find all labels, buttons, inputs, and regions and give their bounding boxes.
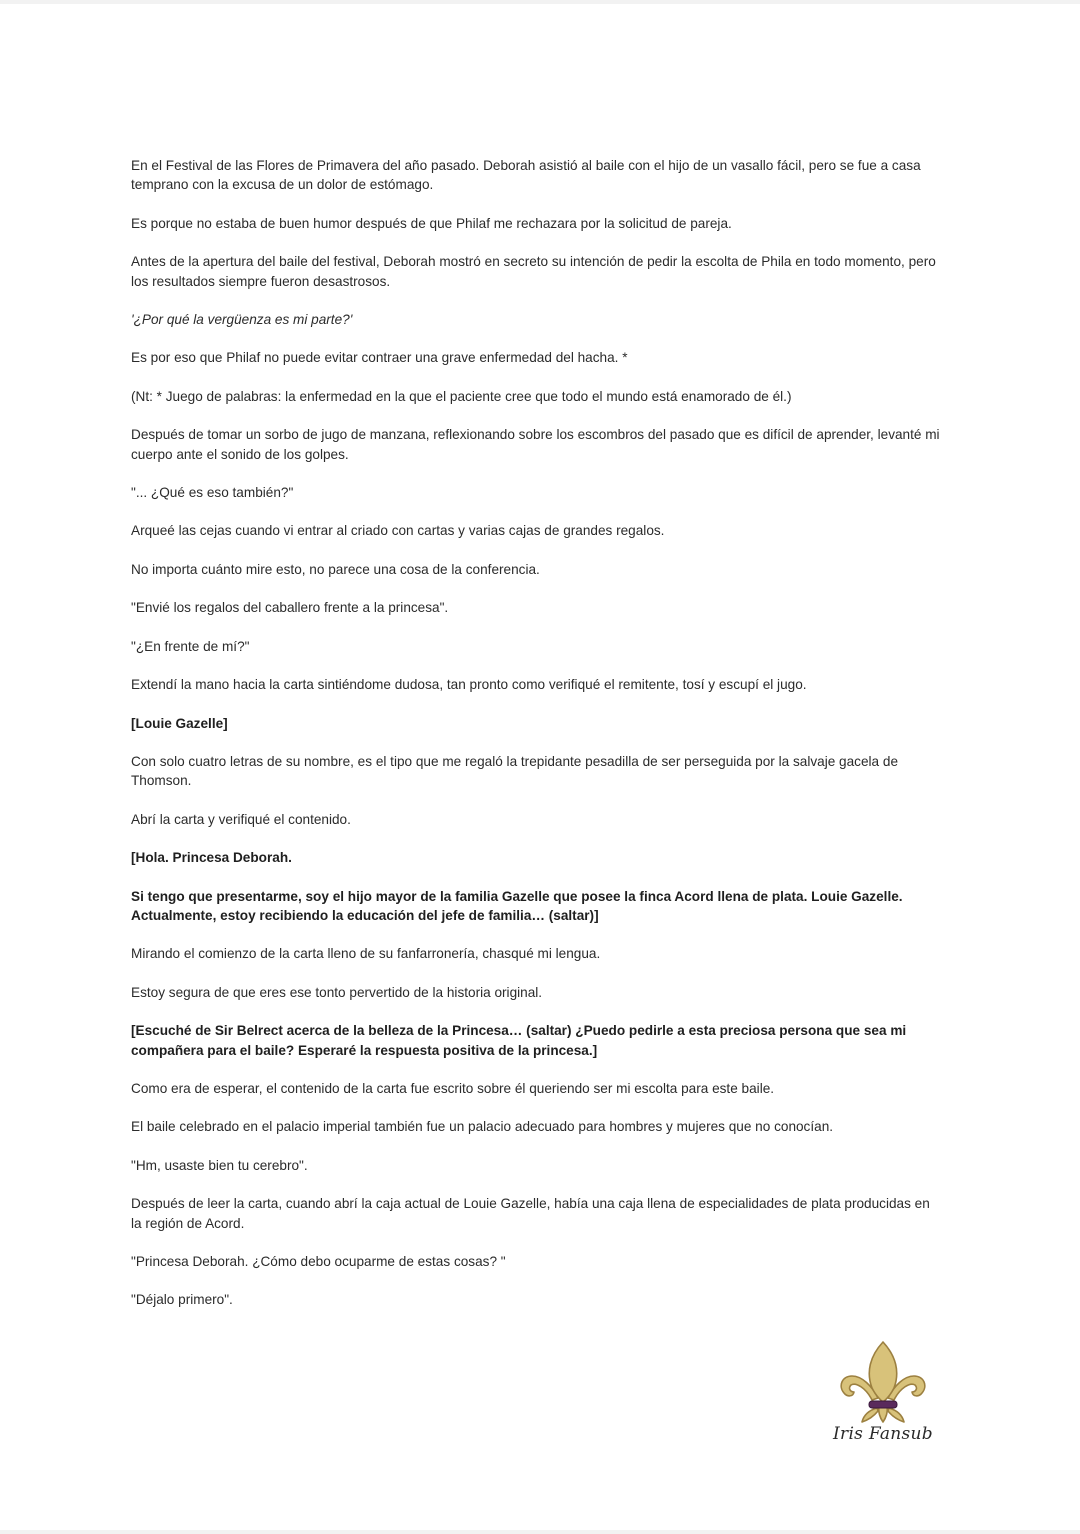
- paragraph: Con solo cuatro letras de su nombre, es el tipo que me regaló la trepidante pesadilla de ser perseguida por la salvaje gacela de Thomson.: [131, 753, 899, 789]
- paragraph: Antes de la apertura del baile del festival, Deborah mostró en secreto su intención de pedir la escolta de Phila en todo momento, pero los resultados siempre fueron desastrosos.: [131, 254, 936, 289]
- paragraph: Después de leer la carta, cuando abrí la caja actual de Louie Gazelle, había una caja llena de especialidades de plata producidas en la región de Acord.: [131, 1196, 930, 1231]
- paragraph: Si tengo que presentarme, soy el hijo mayor de la familia Gazelle que posee la finca Acord llena de plata. Louie Gazelle. Actualmente, estoy recibiendo la educación del jefe de familia… (saltar)]: [131, 888, 903, 923]
- paragraph: (Nt: * Juego de palabras: la enfermedad en la que el paciente cree que todo el mundo está enamorado de él.): [131, 388, 792, 404]
- paragraph: "... ¿Qué es eso también?": [131, 485, 294, 501]
- paragraph: Es por eso que Philaf no puede evitar contraer una grave enfermedad del hacha. *: [131, 350, 628, 366]
- watermark-logo: [828, 1340, 938, 1452]
- paragraph: "Princesa Deborah. ¿Cómo debo ocuparme de estas cosas? ": [131, 1254, 506, 1269]
- paragraph: [Louie Gazelle]: [131, 715, 228, 731]
- paragraph: "Envié los regalos del caballero frente a la princesa".: [131, 600, 449, 616]
- fleur-de-lis-icon: [828, 1340, 938, 1426]
- paragraph: No importa cuánto mire esto, no parece una cosa de la conferencia.: [131, 561, 540, 577]
- paragraph: "Hm, usaste bien tu cerebro".: [131, 1157, 308, 1173]
- paragraph: Después de tomar un sorbo de jugo de manzana, reflexionando sobre los escombros del pasado que es difícil de aprender, levanté mi cuerpo ante el sonido de los golpes.: [131, 427, 940, 462]
- paragraph: Como era de esperar, el contenido de la carta fue escrito sobre él queriendo ser mi escolta para este baile.: [131, 1080, 775, 1096]
- paragraph: Extendí la mano hacia la carta sintiéndome dudosa, tan pronto como verifiqué el remitente, tosí y escupí el jugo.: [131, 677, 807, 693]
- watermark-text: Iris Fansub: [833, 1424, 933, 1444]
- paragraph: Estoy segura de que eres ese tonto pervertido de la historia original.: [131, 984, 543, 1000]
- paragraph: '¿Por qué la vergüenza es mi parte?': [131, 312, 353, 328]
- paragraph: En el Festival de las Flores de Primavera del año pasado. Deborah asistió al baile con el hijo de un vasallo fácil, pero se fue a casa temprano con la excusa de un dolor de estómago.: [131, 158, 921, 193]
- document-body: [131, 156, 943, 1329]
- paragraph: Es porque no estaba de buen humor después de que Philaf me rechazara por la solicitud de pareja.: [131, 215, 732, 231]
- paragraph: "Déjalo primero".: [131, 1292, 233, 1308]
- paragraph: Abrí la carta y verifiqué el contenido.: [131, 811, 351, 827]
- document-page: [0, 4, 1080, 1530]
- paragraph: [Hola. Princesa Deborah.: [131, 850, 292, 866]
- paragraph: Mirando el comienzo de la carta lleno de su fanfarronería, chasqué mi lengua.: [131, 946, 601, 962]
- paragraph: "¿En frente de mí?": [131, 638, 250, 654]
- paragraph: Arqueé las cejas cuando vi entrar al criado con cartas y varias cajas de grandes regalos.: [131, 523, 665, 539]
- paragraph: [Escuché de Sir Belrect acerca de la belleza de la Princesa… (saltar) ¿Puedo pedirle a esta preciosa persona que sea mi compañera para el baile? Esperaré la respuesta positiva de la princesa.]: [131, 1023, 907, 1058]
- paragraph: El baile celebrado en el palacio imperial también fue un palacio adecuado para hombres y mujeres que no conocían.: [131, 1119, 834, 1135]
